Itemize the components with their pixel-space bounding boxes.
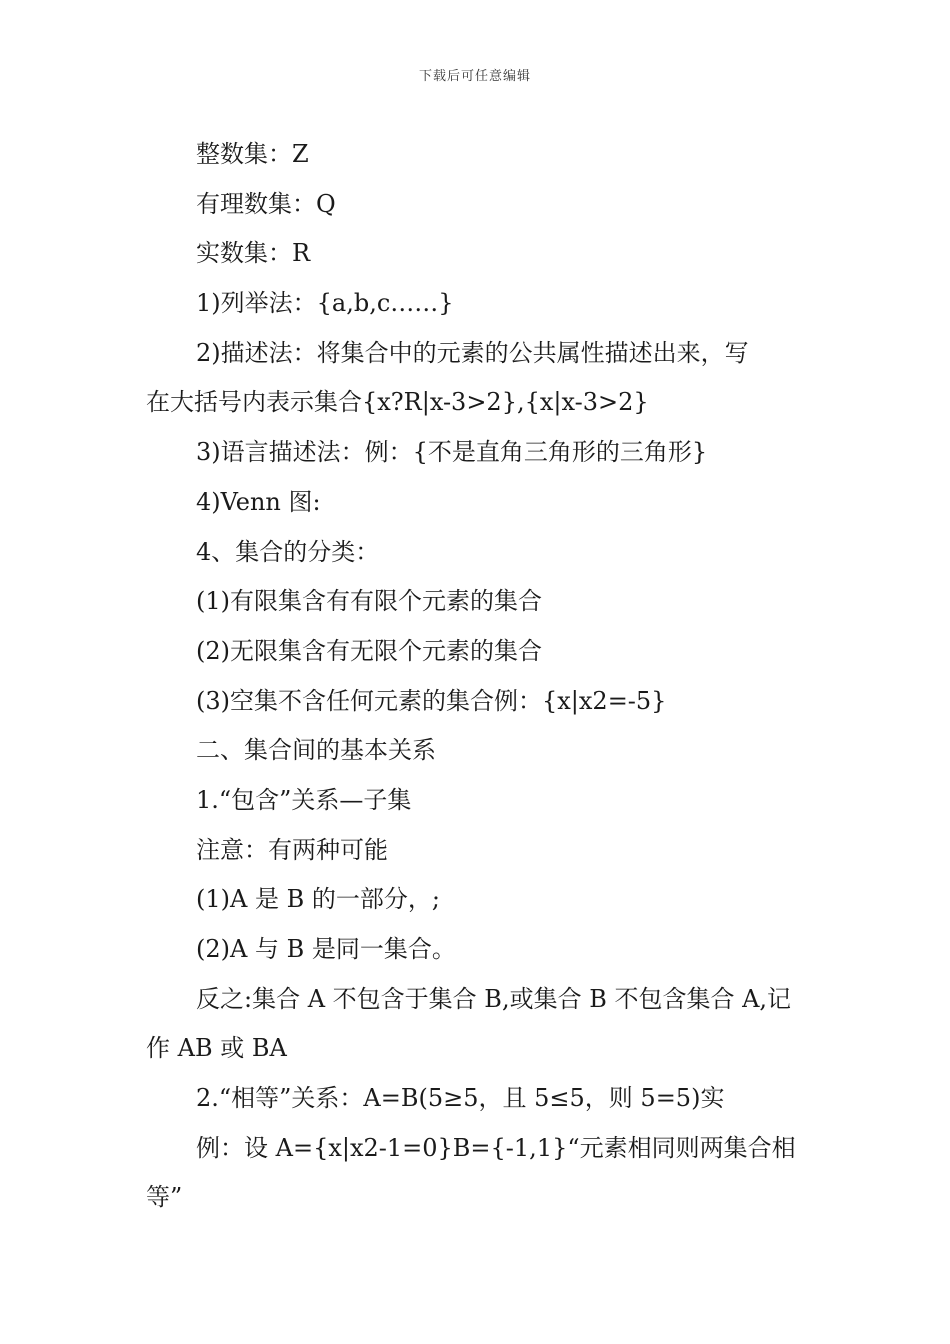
text-line: (1)有限集含有有限个元素的集合 — [196, 587, 542, 616]
section-heading: 二、集合间的基本关系 — [196, 736, 436, 765]
text-line: 4)Venn 图: — [196, 487, 321, 516]
text-line: 1)列举法：{a,b,c……} — [196, 289, 454, 318]
document-body — [146, 130, 810, 1223]
text-line: (2)无限集含有无限个元素的集合 — [196, 636, 542, 665]
text-line: 实数集：R — [196, 239, 311, 268]
page-header: 下载后可任意编辑 — [418, 69, 531, 84]
text-line: 注意：有两种可能 — [196, 835, 388, 864]
text-line: 反之:集合 A 不包含于集合 B,或集合 B 不包含集合 A,记 — [196, 984, 792, 1013]
text-line: 3)语言描述法：例：{不是直角三角形的三角形} — [196, 438, 708, 467]
text-line: (1)A 是 B 的一部分，; — [196, 885, 440, 914]
text-line: 作 AB 或 BA — [146, 1034, 287, 1063]
text-line: 1.“包含”关系—子集 — [196, 785, 412, 814]
text-line: (3)空集不含任何元素的集合例：{x|x2=-5} — [196, 686, 667, 715]
text-line: 整数集：Z — [196, 140, 309, 168]
text-line: 有理数集：Q — [196, 189, 336, 218]
text-line: 2)描述法：将集合中的元素的公共属性描述出来，写 — [196, 338, 749, 367]
text-line: 在大括号内表示集合{x?R|x-3>2},{x|x-3>2} — [146, 388, 649, 417]
text-line: 2.“相等”关系：A=B(5≥5，且 5≤5，则 5=5)实 — [196, 1084, 725, 1113]
section-heading: 4、集合的分类： — [196, 537, 380, 566]
text-line: (2)A 与 B 是同一集合。 — [196, 935, 456, 963]
text-line: 例：设 A={x|x2-1=0}B={-1,1}“元素相同则两集合相 — [196, 1133, 796, 1162]
text-line: 等” — [146, 1183, 183, 1212]
